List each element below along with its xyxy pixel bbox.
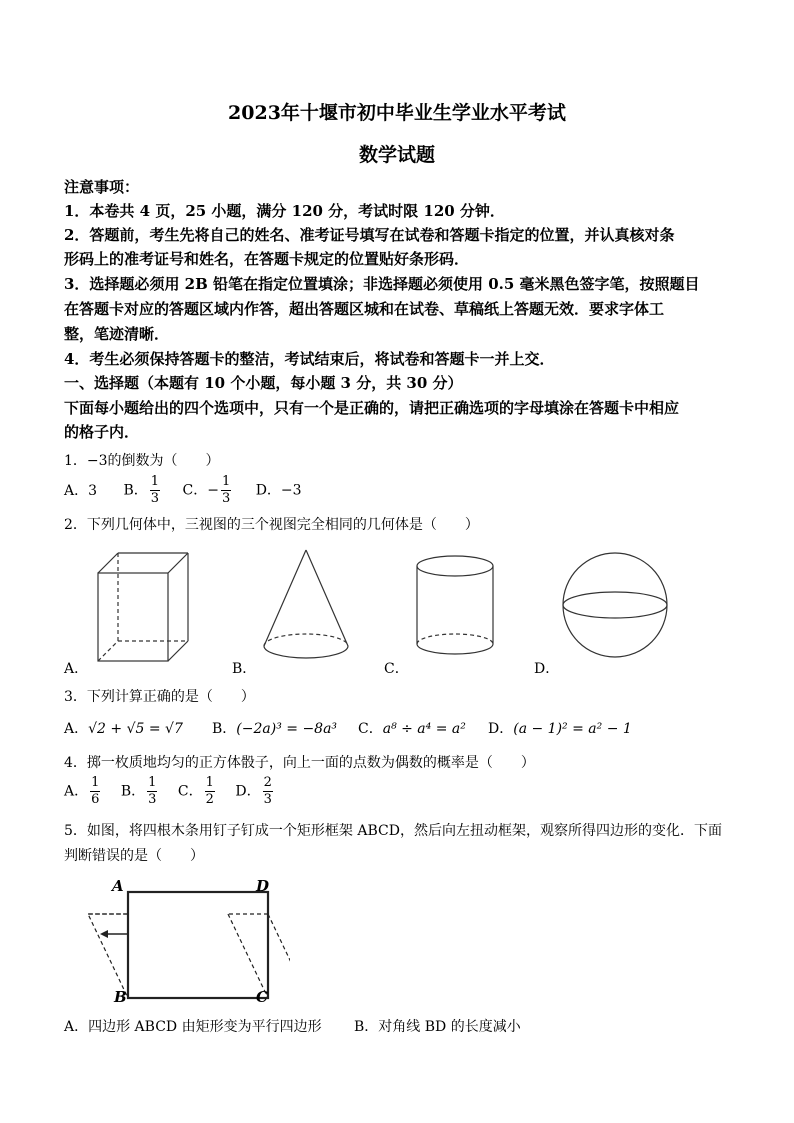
q3-option-a: A．√2 + √5 = √7 (64, 721, 183, 737)
figure-label-a: A (112, 877, 124, 895)
question-2-stem: 2．下列几何体中，三视图的三个视图完全相同的几何体是（ ） (64, 517, 479, 533)
question-3-stem: 3．下列计算正确的是（ ） (64, 689, 255, 705)
q1-option-b-label: B． (123, 482, 148, 499)
note-item-3-line-1: 3．选择题必须用 2B 铅笔在指定位置填涂；非选择题必须使用 0.5 毫米黑色签字笔，按照题目 (64, 275, 700, 293)
note-item-4: 4．考生必须保持答题卡的整洁，考试结束后，将试卷和答题卡一并上交． (64, 350, 555, 368)
q1-option-c-label: C．− (182, 482, 219, 499)
q2-option-a: A． (64, 661, 89, 677)
page-title: 2023年十堰市初中毕业生学业水平考试 (228, 102, 566, 124)
q1-option-d: D．−3 (255, 482, 302, 499)
q4-option-d-fraction: $\frac{2}{3}$ (263, 775, 272, 807)
note-item-2-line-2: 形码上的准考证号和姓名，在答题卡规定的位置贴好条形码． (64, 250, 470, 268)
q2-option-d: D． (534, 661, 560, 677)
cone-figure (256, 546, 356, 666)
q3-option-d: D．(a − 1)² = a² − 1 (488, 721, 632, 737)
note-item-3-line-3: 整，笔迹清晰． (64, 325, 170, 343)
question-1-stem: 1．−3的倒数为（ ） (64, 453, 220, 469)
note-item-1: 1．本卷共 4 页，25 小题，满分 120 分，考试时限 120 分钟． (64, 202, 505, 220)
figure-label-b: B (114, 988, 127, 1006)
cuboid-figure (90, 548, 200, 668)
question-5-stem-line-2: 判断错误的是（ ） (64, 848, 204, 864)
figure-label-c: C (256, 988, 268, 1006)
cylinder-figure (410, 552, 500, 662)
q4-option-a-fraction: $\frac{1}{6}$ (91, 775, 100, 807)
q4-option-c-label: C． (177, 783, 203, 800)
question-4-options (64, 775, 275, 808)
question-1-options (64, 474, 302, 507)
question-4-stem: 4．掷一枚质地均匀的正方体骰子，向上一面的点数为偶数的概率是（ ） (64, 755, 535, 771)
q3-option-b-expression: (−2a)³ = −8a³ (236, 721, 338, 737)
question-5-stem-line-1: 5．如图，将四根木条用钉子钉成一个矩形框架 ABCD，然后向左扭动框架，观察所得四边形的变化．下面 (64, 823, 722, 839)
section-instruction-line-2: 的格子内． (64, 423, 140, 441)
q3-option-c-expression: a⁸ ÷ a⁴ = a² (382, 721, 466, 737)
note-item-3-line-2: 在答题卡对应的答题区域内作答，超出答题区城和在试卷、草稿纸上答题无效．要求字体工 (64, 300, 665, 318)
section-heading: 一、选择题（本题有 10 个小题，每小题 3 分，共 30 分） (64, 374, 463, 392)
q2-option-c: C． (384, 661, 409, 677)
q4-option-b-label: B． (120, 783, 146, 800)
page-subtitle: 数学试题 (358, 144, 435, 166)
q3-option-d-expression: (a − 1)² = a² − 1 (513, 721, 632, 737)
q3-option-a-expression: √2 + √5 = √7 (88, 721, 183, 737)
q5-option-a: A．四边形 ABCD 由矩形变为平行四边形 (64, 1019, 322, 1035)
figure-label-d: D (256, 877, 270, 895)
q4-option-c-fraction: $\frac{1}{2}$ (205, 775, 214, 807)
q4-option-d-label: D． (235, 783, 261, 800)
q1-option-a: A．3 (64, 482, 98, 499)
q1-option-b-fraction: $\frac{1}{3}$ (150, 474, 160, 506)
q1-option-c-fraction: $\frac{1}{3}$ (221, 474, 231, 506)
note-item-2-line-1: 2．答题前，考生先将自己的姓名、准考证号填写在试卷和答题卡指定的位置，并认真核对条 (64, 226, 675, 244)
q3-option-b: B．(−2a)³ = −8a³ (212, 721, 338, 737)
section-instruction-line-1: 下面每小题给出的四个选项中，只有一个是正确的，请把正确选项的字母填涂在答题卡中相应 (64, 399, 680, 417)
q2-option-b: B． (232, 661, 257, 677)
q3-option-c: C．a⁸ ÷ a⁴ = a² (358, 721, 466, 737)
sphere-figure (560, 550, 670, 660)
q4-option-b-fraction: $\frac{1}{3}$ (148, 775, 157, 807)
q4-option-a-label: A． (64, 783, 89, 800)
q5-option-b: B．对角线 BD 的长度减小 (354, 1019, 521, 1035)
notes-heading: 注意事项： (64, 178, 140, 196)
